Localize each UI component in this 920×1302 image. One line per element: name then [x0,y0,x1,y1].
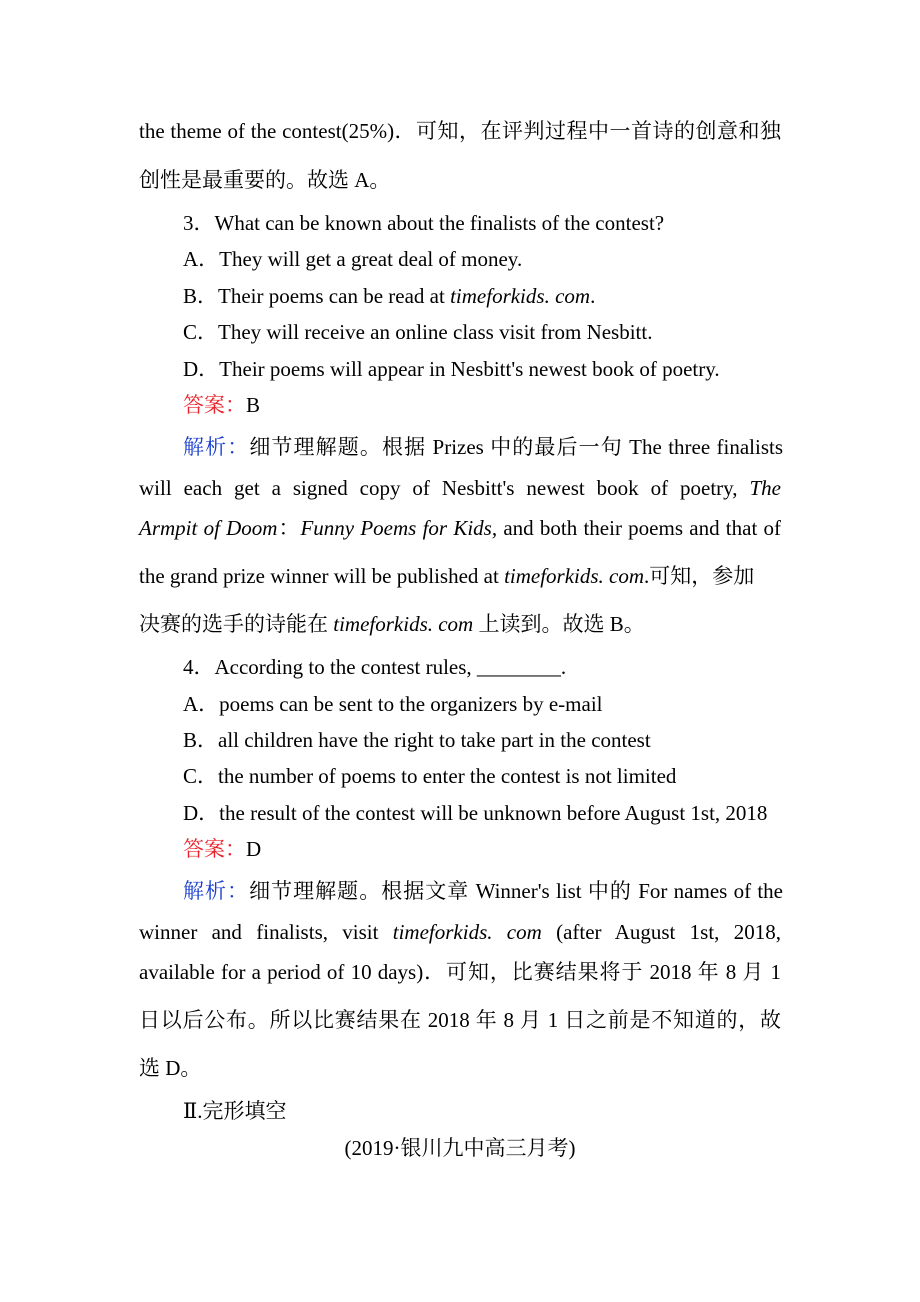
q4-answer [183,834,783,864]
q3-answer-label: 答案： [183,393,246,417]
q3-option-b [183,281,783,311]
q4-option-b: B．all children have the right to take part in the contest [183,728,651,752]
q3-option-c: C．They will receive an online class visit from Nesbitt. [183,320,653,344]
section-title: Ⅱ.完形填空 [183,1099,287,1123]
q2-analysis-line-2: 创性是最重要的。故选 A。 [139,168,391,192]
q3-analysis-line-2 [139,473,781,503]
q2-analysis-line-1: the theme of the contest(25%)．可知，在评判过程中一首诗的创意和独 [139,119,781,143]
q3-option-b-text: B．Their poems can be read at [183,284,451,308]
q3-book-title-1: The [749,476,781,500]
q3-analysis-text-3: and both their poems and that of [497,516,782,540]
q4-stem: 4．According to the contest rules, ________. [183,655,567,679]
q3-book-title-2: Armpit of Doom [139,516,278,540]
q3-analysis-line-5 [139,609,781,639]
q4-analysis-line-5: 选 D。 [139,1056,202,1080]
q3-colon: ： [277,516,301,540]
q4-analysis-label: 解析： [183,879,250,903]
q3-analysis-text-4: the grand prize winner will be published at [139,564,505,588]
q3-analysis-line-3 [139,513,781,543]
q4-analysis-text-1: 细节理解题。根据文章 Winner's list 中的 For names of the [249,879,784,903]
q4-analysis-text-2: winner and finalists, visit [139,920,393,944]
q4-option-a: A．poems can be sent to the organizers by e-mail [183,692,603,716]
q3-analysis-url-2: timeforkids. com [333,612,474,636]
q3-analysis-url-1: timeforkids. com [504,564,645,588]
q3-option-b-url: timeforkids. com [450,284,591,308]
q4-analysis-text-3: (after August 1st, 2018, [541,920,781,944]
q4-analysis-line-3: available for a period of 10 days)．可知，比赛结果将于 2018 年 8 月 1 [139,960,781,984]
q3-analysis-text-6: 决赛的选手的诗能在 [139,612,334,636]
q3-option-a: A．They will get a great deal of money. [183,247,523,271]
q4-analysis-url: timeforkids. com [392,920,542,944]
q4-option-d: D．the result of the contest will be unknown before August 1st, 2018 [183,801,768,825]
q3-answer [183,390,783,420]
q4-answer-value: D [246,837,262,861]
q3-analysis-text-7: 上读到。故选 B。 [473,612,645,636]
q3-analysis-text-1: 细节理解题。根据 Prizes 中的最后一句 The three finalists [249,435,784,459]
q3-analysis-text-5: .可知，参加 [644,564,755,588]
q3-analysis-line-1 [183,432,783,462]
q4-option-c: C．the number of poems to enter the contest is not limited [183,764,677,788]
q4-analysis-line-4: 日以后公布。所以比赛结果在 2018 年 8 月 1 日之前是不知道的，故 [139,1008,781,1032]
q3-analysis-line-4 [139,561,781,591]
q3-answer-value: B [246,393,261,417]
q3-analysis-text-2: will each get a signed copy of Nesbitt's newest book of poetry, [139,476,750,500]
q3-option-b-end: . [590,284,596,308]
q4-analysis-line-2 [139,917,781,947]
q3-book-subtitle: Funny Poems for Kids, [300,516,498,540]
q4-answer-label: 答案： [183,837,246,861]
section-source: (2019·银川九中高三月考) [344,1136,576,1160]
q3-analysis-label: 解析： [183,435,250,459]
q4-analysis-line-1 [183,876,783,906]
q3-stem: 3．What can be known about the finalists of the contest? [183,211,665,235]
q3-option-d: D．Their poems will appear in Nesbitt's newest book of poetry. [183,357,720,381]
